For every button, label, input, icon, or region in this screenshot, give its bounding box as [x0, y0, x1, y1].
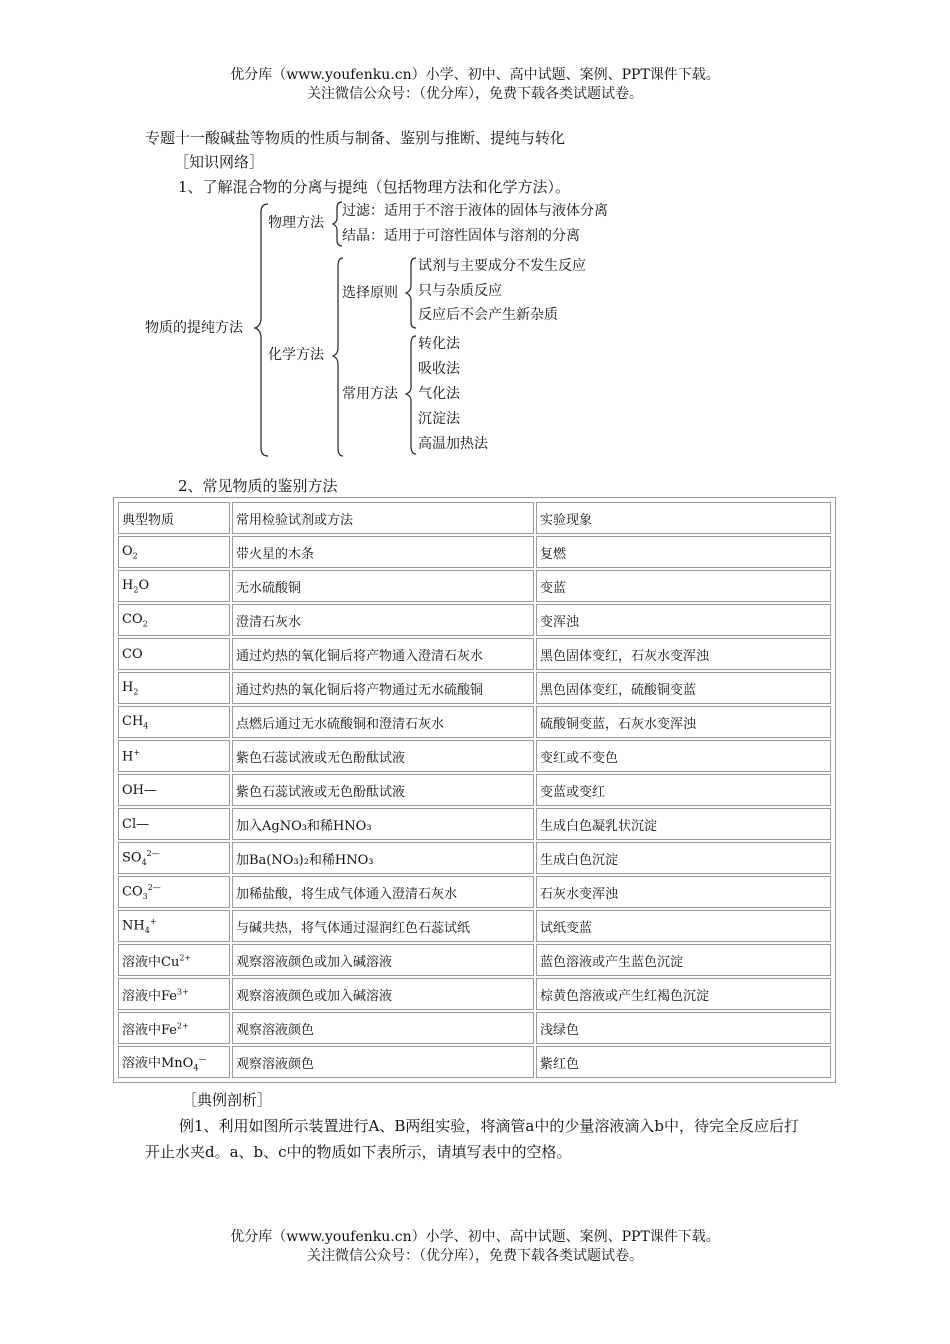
- substance-formula: Cl—: [122, 816, 150, 832]
- header-line-1: 优分库（www.youfenku.cn）小学、初中、高中试题、案例、PPT课件下载。: [230, 67, 720, 83]
- footer-line-1: 优分库（www.youfenku.cn）小学、初中、高中试题、案例、PPT课件下载。: [230, 1229, 720, 1245]
- table-row: [118, 910, 831, 942]
- method-cell: 与碱共热，将气体通过湿润红色石蕊试纸: [232, 910, 534, 942]
- phenomenon-cell: 蓝色溶液或产生蓝色沉淀: [536, 944, 831, 976]
- substance-cell: [118, 740, 230, 772]
- formula-subscript: 2: [132, 551, 138, 561]
- phenomenon-cell: 生成白色凝乳状沉淀: [536, 808, 831, 840]
- formula-tail: O: [138, 577, 150, 593]
- method-item: 气化法: [418, 386, 460, 402]
- phenomenon-cell: 石灰水变浑浊: [536, 876, 831, 908]
- formula-superscript: —: [198, 1054, 207, 1064]
- methods-brace: [406, 336, 416, 454]
- phenomenon-cell: 棕黄色溶液或产生红褐色沉淀: [536, 978, 831, 1010]
- table-row: [118, 740, 831, 772]
- table-row: [118, 604, 831, 636]
- method-item: 高温加热法: [418, 436, 488, 452]
- substance-cell: [118, 604, 230, 636]
- method-cell: 观察溶液颜色: [232, 1046, 534, 1078]
- formula-subscript: 4: [141, 857, 147, 867]
- formula-subscript: 2: [142, 619, 148, 629]
- substance-formula: 溶液中Cu: [122, 954, 180, 970]
- physical-brace: [333, 202, 342, 246]
- root-brace: [255, 204, 268, 456]
- table-row: [118, 570, 831, 602]
- section-typical-examples: ［典例剖析］: [182, 1091, 273, 1109]
- example-1-text: 例1、利用如图所示装置进行A、B两组实验，将滴管a中的少量溶液滴入b中，待完全反应后打开止水夹d。a、b、c中的物质如下表所示，请填写表中的空格。: [145, 1117, 799, 1161]
- method-cell: 点燃后通过无水硫酸铜和澄清石灰水: [232, 706, 534, 738]
- phenomenon-cell: 变蓝或变红: [536, 774, 831, 806]
- page-footer: [0, 1228, 950, 1266]
- method-cell: 澄清石灰水: [232, 604, 534, 636]
- table-row: [118, 842, 831, 874]
- phenomenon-cell: 试纸变蓝: [536, 910, 831, 942]
- method-item: 吸收法: [418, 361, 460, 377]
- formula-superscript: 2+: [179, 953, 192, 963]
- substance-cell: [118, 570, 230, 602]
- principle-brace: [406, 258, 416, 328]
- phenomenon-cell: 变蓝: [536, 570, 831, 602]
- common-method-label: 常用方法: [342, 386, 398, 402]
- phenomenon-cell: 黑色固体变红，石灰水变浑浊: [536, 638, 831, 670]
- phenomenon-cell: 复燃: [536, 536, 831, 568]
- substance-cell: [118, 672, 230, 704]
- table-row: [118, 1012, 831, 1044]
- table-row: [118, 876, 831, 908]
- phenomenon-cell: 生成白色沉淀: [536, 842, 831, 874]
- substance-formula: SO: [122, 850, 142, 866]
- method-item: 转化法: [418, 336, 460, 352]
- header-cell-substance: 典型物质: [118, 502, 230, 534]
- substance-formula: H: [122, 679, 134, 695]
- diagram-root-label: 物质的提纯方法: [145, 320, 243, 336]
- substance-formula: H: [122, 749, 134, 765]
- principle-item: 反应后不会产生新杂质: [418, 307, 558, 323]
- substance-formula: CO: [122, 611, 143, 627]
- formula-subscript: 4: [143, 721, 149, 731]
- table-row: [118, 774, 831, 806]
- substance-formula: CO: [122, 646, 143, 662]
- phenomenon-cell: 变红或不变色: [536, 740, 831, 772]
- principle-item: 只与杂质反应: [418, 283, 502, 299]
- substance-formula: CO: [122, 884, 143, 900]
- phenomenon-cell: 浅绿色: [536, 1012, 831, 1044]
- substance-formula: OH—: [122, 782, 157, 798]
- substance-cell: [118, 1046, 230, 1078]
- footer-line-2: 关注微信公众号：（优分库），免费下载各类试题试卷。: [307, 1248, 643, 1264]
- method-item: 沉淀法: [418, 411, 460, 427]
- method-cell: 通过灼热的氧化铜后将产物通入澄清石灰水: [232, 638, 534, 670]
- phenomenon-cell: 硫酸铜变蓝，石灰水变浑浊: [536, 706, 831, 738]
- substance-cell: [118, 774, 230, 806]
- phenomenon-cell: 黑色固体变红，硫酸铜变蓝: [536, 672, 831, 704]
- point-2-heading: 2、常见物质的鉴别方法: [178, 477, 338, 495]
- header-cell-method: 常用检验试剂或方法: [232, 502, 534, 534]
- topic-title: 专题十一酸碱盐等物质的性质与制备、鉴别与推断、提纯与转化: [145, 129, 566, 147]
- formula-superscript: 3+: [177, 987, 189, 997]
- substance-cell: [118, 808, 230, 840]
- method-cell: 紫色石蕊试液或无色酚酞试液: [232, 774, 534, 806]
- substance-formula: 溶液中Fe: [122, 988, 178, 1004]
- table-row: [118, 978, 831, 1010]
- formula-superscript: 2+: [177, 1021, 189, 1031]
- method-cell: 观察溶液颜色或加入碱溶液: [232, 944, 534, 976]
- substance-cell: [118, 706, 230, 738]
- crystallization-item: 结晶：适用于可溶性固体与溶剂的分离: [342, 228, 580, 244]
- method-cell: 加稀盐酸，将生成气体通入澄清石灰水: [232, 876, 534, 908]
- method-cell: 无水硫酸铜: [232, 570, 534, 602]
- substance-formula: 溶液中Fe: [122, 1022, 178, 1038]
- substance-cell: [118, 978, 230, 1010]
- method-cell: 观察溶液颜色: [232, 1012, 534, 1044]
- formula-superscript: +: [133, 747, 141, 757]
- substance-cell: [118, 876, 230, 908]
- header-cell-phenomenon: 实验现象: [536, 502, 831, 534]
- substance-formula: NH: [122, 918, 145, 934]
- chemical-method-label: 化学方法: [268, 347, 324, 363]
- formula-subscript: 4: [144, 925, 150, 935]
- substance-cell: [118, 944, 230, 976]
- phenomenon-cell: 紫红色: [536, 1046, 831, 1078]
- substance-cell: [118, 910, 230, 942]
- principle-item: 试剂与主要成分不发生反应: [418, 258, 586, 274]
- table-row: [118, 1046, 831, 1078]
- header-line-2: 关注微信公众号：（优分库），免费下载各类试题试卷。: [307, 86, 643, 102]
- method-cell: 带火星的木条: [232, 536, 534, 568]
- substance-formula: H: [122, 577, 134, 593]
- substance-formula: 溶液中MnO: [122, 1055, 194, 1071]
- table-row: [118, 808, 831, 840]
- substance-cell: [118, 1012, 230, 1044]
- table-row: [118, 536, 831, 568]
- formula-superscript: 2—: [147, 883, 161, 893]
- substance-cell: [118, 536, 230, 568]
- point-1-heading: 1、了解混合物的分离与提纯（包括物理方法和化学方法）。: [178, 178, 571, 196]
- selection-principle-label: 选择原则: [342, 285, 398, 301]
- substance-cell: [118, 638, 230, 670]
- table-header-row: [118, 502, 831, 534]
- table-row: [118, 672, 831, 704]
- physical-method-label: 物理方法: [268, 215, 324, 231]
- method-cell: 加入AgNO₃和稀HNO₃: [232, 808, 534, 840]
- table-row: [118, 638, 831, 670]
- formula-superscript: 2—: [146, 849, 160, 859]
- method-cell: 紫色石蕊试液或无色酚酞试液: [232, 740, 534, 772]
- formula-superscript: +: [149, 917, 157, 927]
- phenomenon-cell: 变浑浊: [536, 604, 831, 636]
- identification-table: [113, 497, 836, 1083]
- section-knowledge-network: ［知识网络］: [174, 153, 265, 171]
- formula-subscript: 2: [133, 687, 139, 697]
- substance-formula: CH: [122, 713, 144, 729]
- method-cell: 通过灼热的氧化铜后将产物通过无水硫酸铜: [232, 672, 534, 704]
- method-cell: 观察溶液颜色或加入碱溶液: [232, 978, 534, 1010]
- filtration-item: 过滤：适用于不溶于液体的固体与液体分离: [342, 203, 608, 219]
- method-cell: 加Ba(NO₃)₂和稀HNO₃: [232, 842, 534, 874]
- substance-cell: [118, 842, 230, 874]
- table-row: [118, 706, 831, 738]
- formula-subscript: 3: [142, 891, 148, 901]
- formula-subscript: 4: [193, 1063, 199, 1073]
- substance-formula: O: [122, 543, 133, 559]
- table-row: [118, 944, 831, 976]
- formula-subscript: 2: [133, 585, 139, 595]
